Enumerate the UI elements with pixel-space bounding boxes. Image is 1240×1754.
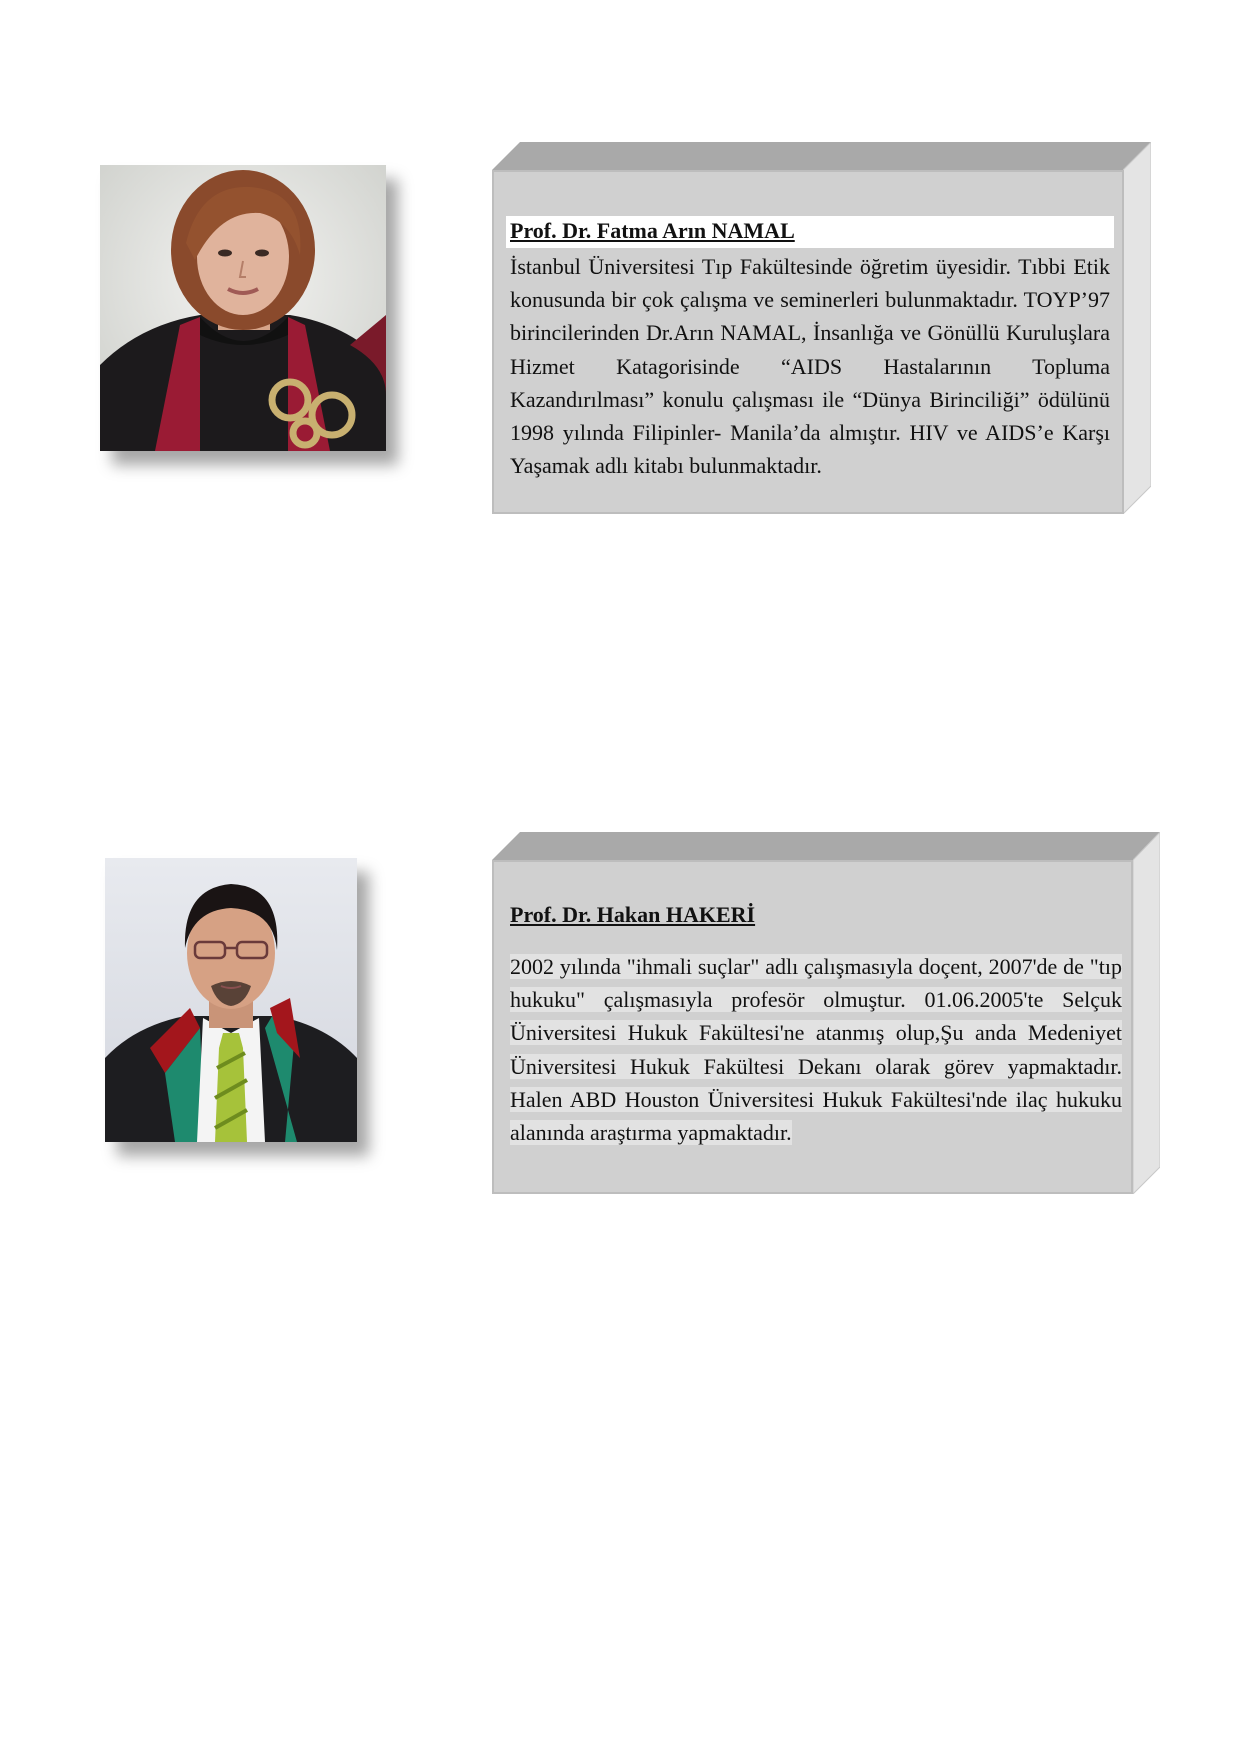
portrait-man-icon xyxy=(105,858,357,1142)
box-face xyxy=(492,170,1124,514)
profile-bio-text: 2002 yılında "ihmali suçlar" adlı çalışmasıyla doçent, 2007'de de "tıp hukuku" çalışmasıyla profesör olmuştur. 01.06.2005'te Selçuk Üniversitesi Hukuk Fakültesi'ne atanmış olup,Şu anda Medeniyet Üniversitesi Hukuk Fakültesi Dekanı olarak görev yapmaktadır. Halen ABD Houston Üniversitesi Hukuk Fakültesi'nde ilaç hukuku alanında araştırma yapmaktadır. xyxy=(510,954,1122,1146)
profile-photo-2 xyxy=(105,858,357,1142)
portrait-woman-icon xyxy=(100,165,386,451)
profile-card-2 xyxy=(492,832,1160,1194)
box-bevel-top xyxy=(492,832,1160,860)
profile-bio xyxy=(510,950,1122,1149)
profile-photo-1 xyxy=(100,165,386,451)
profile-card-1 xyxy=(492,142,1151,514)
box-bevel-side xyxy=(1123,142,1151,514)
profile-name: Prof. Dr. Fatma Arın NAMAL xyxy=(510,218,795,243)
box-face xyxy=(492,860,1133,1194)
box-bevel-side xyxy=(1133,832,1160,1194)
profile-bio: İstanbul Üniversitesi Tıp Fakültesinde öğretim üyesidir. Tıbbi Etik konusunda bir çok çalışma ve seminerleri bulunmaktadır. TOYP’97 birincilerinden Dr.Arın NAMAL, İnsanlığa ve Gönüllü Kuruluşlara Hizmet Katagorisinde “AIDS Hastalarının Topluma Kazandırılması” konulu çalışması ile “Dünya Birinciliği” ödülünü 1998 yılında Filipinler- Manila’da almıştır. HIV ve AIDS’e Karşı Yaşamak adlı kitabı bulunmaktadır. xyxy=(510,254,1110,479)
profile-name: Prof. Dr. Hakan HAKERİ xyxy=(510,902,756,927)
box-bevel-top xyxy=(492,142,1151,170)
